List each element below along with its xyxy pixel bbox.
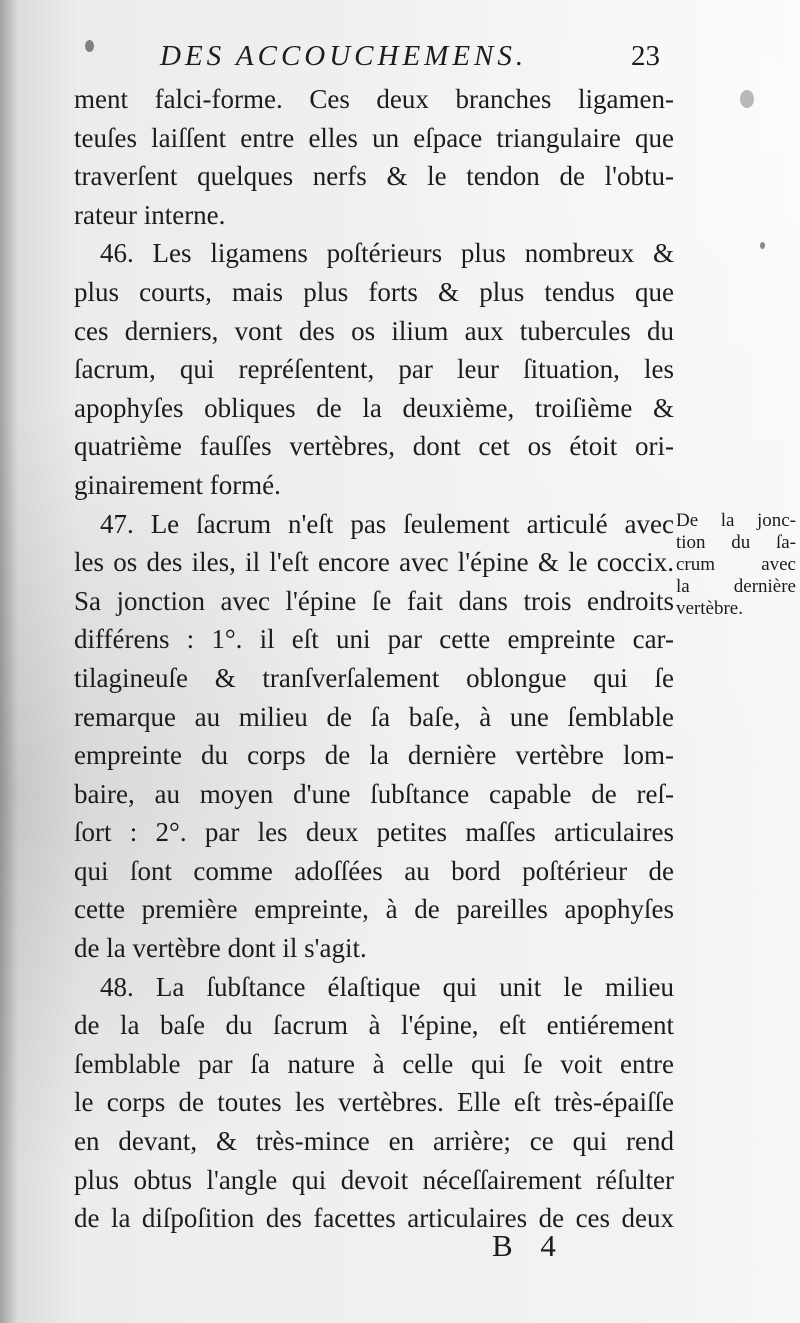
marginal-note-line: De la jonc- [676,510,796,531]
text-line: de la vertèbre dont il s'agit. [74,933,367,964]
marginal-note [676,510,796,620]
text-line: apophyſes obliques de la deuxième, troiſième & [74,392,674,423]
text-line: remarque au milieu de ſa baſe, à une ſemblable [74,701,674,732]
text-line: plus obtus l'angle qui devoit néceſſairement réſulter [74,1164,674,1195]
signature-mark: B 4 [492,1228,566,1263]
text-line: cette première empreinte, à de pareilles apophyſes [74,894,674,925]
ink-spot [760,242,765,249]
gutter-shadow [0,0,18,1323]
text-line: ſacrum, qui repréſentent, par leur ſituation, les [74,354,674,385]
ink-spot [85,40,94,52]
text-line: rateur interne. [74,199,226,230]
text-line: baire, au moyen d'une ſubſtance capable de reſ- [74,778,674,809]
text-line: Sa jonction avec l'épine ſe fait dans trois endroits [74,585,674,616]
text-line: plus courts, mais plus forts & plus tendus que [74,276,674,307]
text-line: ces derniers, vont des os ilium aux tubercules du [74,315,674,346]
text-line: empreinte du corps de la dernière vertèbre lom- [74,740,674,771]
text-line: différens : 1°. il eſt uni par cette empreinte car- [74,624,674,655]
text-line: ment falci-forme. Ces deux branches ligamen- [74,84,674,114]
paragraph-48-start: 48. La ſubſtance élaſtique qui unit le milieu [100,971,674,1002]
ink-spot [740,90,754,108]
running-title: DES ACCOUCHEMENS. [160,40,528,72]
page-number: 23 [631,40,660,72]
marginal-note-line: crum avec [676,554,796,575]
text-line: tilagineuſe & tranſverſalement oblongue qui ſe [74,662,674,693]
text-line: de la diſpoſition des facettes articulaires de ces deux [74,1203,674,1234]
text-line: de la baſe du ſacrum à l'épine, eſt entiérement [74,1010,674,1041]
paragraph-47-start: 47. Le ſacrum n'eſt pas ſeulement articulé avec [100,508,674,539]
paragraph-46-start: 46. Les ligamens poſtérieurs plus nombreux & [100,238,674,269]
running-head [130,40,660,80]
text-line: quatrième fauſſes vertèbres, dont cet os étoit ori- [74,431,674,462]
text-line: ginairement formé. [74,469,281,500]
body-text [74,80,674,1238]
text-line: ſemblable par ſa nature à celle qui ſe voit entre [74,1048,674,1079]
text-line: teuſes laiſſent entre elles un eſpace triangulaire que [74,122,674,153]
text-line: qui ſont comme adoſſées au bord poſtérieur de [74,855,674,886]
text-line: en devant, & très-mince en arrière; ce qui rend [74,1126,674,1157]
marginal-note-line: la dernière [676,576,796,597]
text-line: le corps de toutes les vertèbres. Elle eſt très-épaiſſe [74,1087,674,1118]
marginal-note-line: vertèbre. [676,598,743,619]
marginal-note-line: tion du ſa- [676,532,796,553]
text-line: ſort : 2°. par les deux petites maſſes articulaires [74,817,674,848]
text-line: traverſent quelques nerfs & le tendon de l'obtu- [74,161,674,192]
text-line: les os des iles, il l'eſt encore avec l'épine & le coccix. [74,547,674,578]
